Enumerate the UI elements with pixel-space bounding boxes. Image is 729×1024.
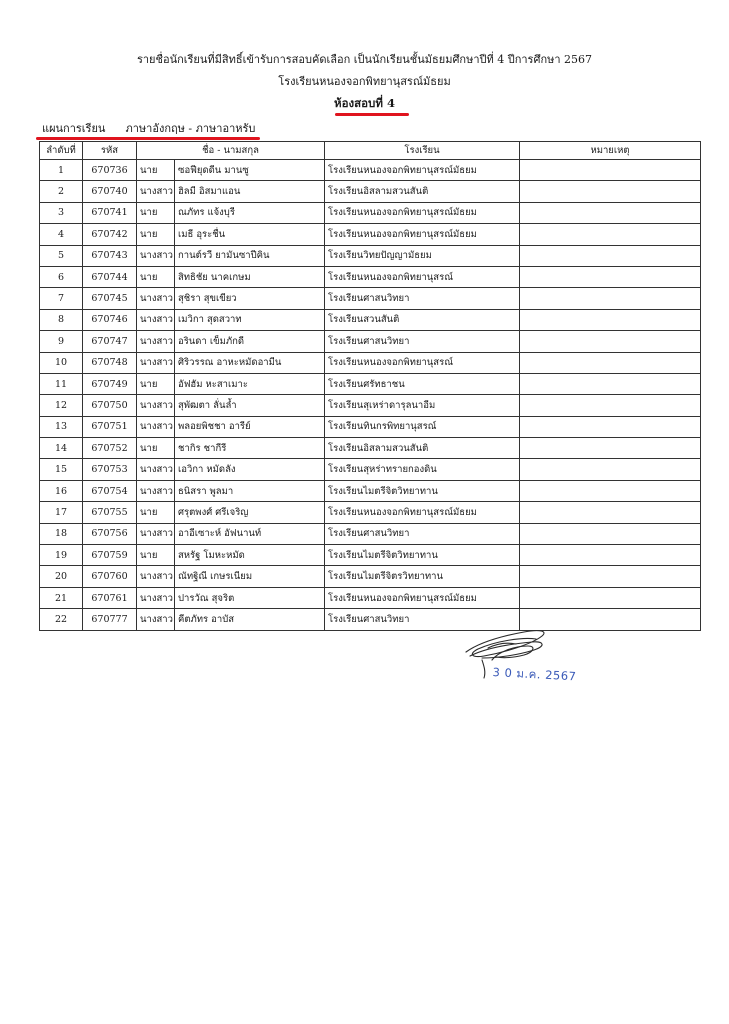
document-title: รายชื่อนักเรียนที่มีสิทธิ์เข้ารับการสอบคัดเลือก เป็นนักเรียนชั้นมัธยมศึกษาปีที่ 4 ปีการศึกษา 2567 (136, 53, 593, 66)
cell-code: 670752 (83, 438, 137, 459)
cell-code: 670746 (83, 309, 137, 330)
cell-school: โรงเรียนศาสนวิทยา (325, 288, 520, 309)
cell-remark (520, 480, 701, 501)
exam-room: ห้องสอบที่ 4 (334, 96, 395, 110)
cell-prefix: นางสาว (137, 609, 175, 630)
table-body (40, 160, 701, 631)
cell-no: 12 (40, 395, 83, 416)
cell-school: โรงเรียนหนองจอกพิทยานุสรณ์มัธยม (325, 587, 520, 608)
cell-name: เอวิกา หมัดลัง (175, 459, 325, 480)
cell-remark (520, 224, 701, 245)
cell-remark (520, 416, 701, 437)
cell-no: 17 (40, 502, 83, 523)
cell-school: โรงเรียนหนองจอกพิทยานุสรณ์มัธยม (325, 224, 520, 245)
cell-no: 11 (40, 373, 83, 394)
cell-name: ซอฟียุดดีน มานซู (175, 160, 325, 181)
cell-name: ศิริวรรณ อาหะหมัดอามีน (175, 352, 325, 373)
cell-school: โรงเรียนศรัทธาชน (325, 373, 520, 394)
cell-school: โรงเรียนอิสลามสวนสันติ (325, 438, 520, 459)
table-row (40, 502, 701, 523)
table-row (40, 224, 701, 245)
cell-school: โรงเรียนหนองจอกพิทยานุสรณ์มัธยม (325, 202, 520, 223)
cell-code: 670756 (83, 523, 137, 544)
table-row (40, 288, 701, 309)
cell-no: 20 (40, 566, 83, 587)
cell-prefix: นางสาว (137, 523, 175, 544)
cell-name: สุพัฒตา ลั่นล้ำ (175, 395, 325, 416)
cell-prefix: นางสาว (137, 245, 175, 266)
table-row (40, 480, 701, 501)
cell-prefix: นางสาว (137, 459, 175, 480)
table-row (40, 331, 701, 352)
cell-prefix: นาย (137, 545, 175, 566)
cell-name: ปารวัณ สุจริต (175, 587, 325, 608)
header-school: โรงเรียน (325, 142, 520, 160)
cell-name: ฮิลมี อิสมาแอน (175, 181, 325, 202)
table-row (40, 181, 701, 202)
cell-name: เมธี อุระชื่น (175, 224, 325, 245)
cell-remark (520, 438, 701, 459)
exam-room-underline (335, 113, 409, 116)
cell-school: โรงเรียนไมตรีจิตวิทยาทาน (325, 545, 520, 566)
table-row (40, 609, 701, 630)
table-row (40, 438, 701, 459)
cell-prefix: นางสาว (137, 288, 175, 309)
study-plan-label: แผนการเรียน (42, 122, 106, 135)
cell-school: โรงเรียนวิทยปัญญามัธยม (325, 245, 520, 266)
cell-remark (520, 502, 701, 523)
cell-no: 6 (40, 266, 83, 287)
study-plan (42, 119, 255, 137)
cell-no: 4 (40, 224, 83, 245)
cell-name: กานต์รวี ยามันซาปีคิน (175, 245, 325, 266)
header-no: ลำดับที่ (40, 142, 83, 160)
cell-no: 13 (40, 416, 83, 437)
cell-school: โรงเรียนหนองจอกพิทยานุสรณ์ (325, 266, 520, 287)
cell-name: สหรัฐ โมหะหมัด (175, 545, 325, 566)
study-plan-value: ภาษาอังกฤษ - ภาษาอาหรับ (125, 122, 256, 135)
cell-code: 670742 (83, 224, 137, 245)
cell-school: โรงเรียนไมตรีจิตวิทยาทาน (325, 480, 520, 501)
cell-school: โรงเรียนหนองจอกพิทยานุสรณ์มัธยม (325, 502, 520, 523)
cell-no: 15 (40, 459, 83, 480)
cell-code: 670745 (83, 288, 137, 309)
cell-prefix: นาย (137, 202, 175, 223)
cell-code: 670743 (83, 245, 137, 266)
table-row (40, 416, 701, 437)
cell-school: โรงเรียนศาสนวิทยา (325, 609, 520, 630)
table-row (40, 309, 701, 330)
cell-no: 21 (40, 587, 83, 608)
cell-no: 2 (40, 181, 83, 202)
cell-code: 670754 (83, 480, 137, 501)
table-row (40, 459, 701, 480)
cell-name: คีตภัทร อาบัส (175, 609, 325, 630)
cell-code: 670761 (83, 587, 137, 608)
cell-prefix: นางสาว (137, 395, 175, 416)
cell-prefix: นาย (137, 224, 175, 245)
cell-remark (520, 459, 701, 480)
cell-school: โรงเรียนไมตรีจิตรวิทยาทาน (325, 566, 520, 587)
cell-name: สุชิรา สุขเขียว (175, 288, 325, 309)
cell-prefix: นาย (137, 160, 175, 181)
cell-code: 670777 (83, 609, 137, 630)
cell-remark (520, 288, 701, 309)
table-row (40, 202, 701, 223)
table-row (40, 352, 701, 373)
cell-name: ชากิร ชากีรี (175, 438, 325, 459)
cell-name: อัฟฮัม หะสาเมาะ (175, 373, 325, 394)
cell-name: อรินดา เข็มภักดี (175, 331, 325, 352)
cell-name: ณัทฐิณี เกษรเนียม (175, 566, 325, 587)
cell-remark (520, 395, 701, 416)
cell-prefix: นาย (137, 266, 175, 287)
cell-remark (520, 352, 701, 373)
cell-code: 670753 (83, 459, 137, 480)
cell-code: 670741 (83, 202, 137, 223)
cell-remark (520, 309, 701, 330)
table-row (40, 545, 701, 566)
table-row (40, 160, 701, 181)
cell-school: โรงเรียนหนองจอกพิทยานุสรณ์มัธยม (325, 160, 520, 181)
cell-no: 19 (40, 545, 83, 566)
cell-no: 8 (40, 309, 83, 330)
cell-prefix: นางสาว (137, 566, 175, 587)
cell-code: 670760 (83, 566, 137, 587)
cell-code: 670744 (83, 266, 137, 287)
cell-no: 18 (40, 523, 83, 544)
cell-prefix: นางสาว (137, 331, 175, 352)
cell-remark (520, 566, 701, 587)
cell-code: 670747 (83, 331, 137, 352)
cell-no: 7 (40, 288, 83, 309)
cell-remark (520, 181, 701, 202)
cell-remark (520, 245, 701, 266)
cell-remark (520, 202, 701, 223)
cell-name: สิทธิชัย นาคเกษม (175, 266, 325, 287)
cell-prefix: นางสาว (137, 181, 175, 202)
signature-date: 3 0 ม.ค. 2567 (492, 664, 577, 684)
cell-prefix: นางสาว (137, 480, 175, 501)
table-row (40, 587, 701, 608)
cell-school: โรงเรียนอิสลามสวนสันติ (325, 181, 520, 202)
cell-remark (520, 373, 701, 394)
cell-school: โรงเรียนทินกรพิทยานุสรณ์ (325, 416, 520, 437)
cell-no: 9 (40, 331, 83, 352)
cell-name: ศรุตพงศ์ ศรีเจริญ (175, 502, 325, 523)
cell-remark (520, 331, 701, 352)
cell-remark (520, 587, 701, 608)
cell-no: 5 (40, 245, 83, 266)
cell-no: 14 (40, 438, 83, 459)
cell-remark (520, 523, 701, 544)
cell-school: โรงเรียนสุเหร่าดารุลนาอีม (325, 395, 520, 416)
cell-school: โรงเรียนสวนสันติ (325, 309, 520, 330)
cell-code: 670740 (83, 181, 137, 202)
table-header-row (40, 142, 701, 160)
header-name: ชื่อ - นามสกุล (137, 142, 325, 160)
cell-name: พลอยพิชชา อารีย์ (175, 416, 325, 437)
cell-no: 22 (40, 609, 83, 630)
cell-name: เมวิกา สุดสวาท (175, 309, 325, 330)
cell-no: 16 (40, 480, 83, 501)
table-row (40, 245, 701, 266)
cell-remark (520, 266, 701, 287)
cell-name: ธนิสรา พูลมา (175, 480, 325, 501)
cell-remark (520, 545, 701, 566)
cell-no: 10 (40, 352, 83, 373)
cell-school: โรงเรียนหนองจอกพิทยานุสรณ์ (325, 352, 520, 373)
cell-code: 670755 (83, 502, 137, 523)
study-plan-underline (36, 137, 260, 140)
cell-prefix: นาย (137, 373, 175, 394)
table-row (40, 266, 701, 287)
cell-school: โรงเรียนศาสนวิทยา (325, 523, 520, 544)
cell-prefix: นางสาว (137, 352, 175, 373)
cell-remark (520, 160, 701, 181)
cell-name: ณภัทร แจ้งบุรี (175, 202, 325, 223)
cell-prefix: นาย (137, 502, 175, 523)
cell-code: 670748 (83, 352, 137, 373)
table-row (40, 523, 701, 544)
cell-no: 1 (40, 160, 83, 181)
cell-code: 670749 (83, 373, 137, 394)
cell-prefix: นางสาว (137, 309, 175, 330)
cell-code: 670751 (83, 416, 137, 437)
cell-no: 3 (40, 202, 83, 223)
header-code: รหัส (83, 142, 137, 160)
cell-name: อาอีเซาะห์ อัฟนานท์ (175, 523, 325, 544)
cell-code: 670736 (83, 160, 137, 181)
cell-school: โรงเรียนสุหร่าทรายกองดิน (325, 459, 520, 480)
cell-code: 670759 (83, 545, 137, 566)
school-name: โรงเรียนหนองจอกพิทยานุสรณ์มัธยม (278, 75, 451, 88)
cell-prefix: นางสาว (137, 416, 175, 437)
table-row (40, 566, 701, 587)
cell-code: 670750 (83, 395, 137, 416)
student-table (39, 141, 701, 631)
cell-prefix: นางสาว (137, 587, 175, 608)
header-remark: หมายเหตุ (520, 142, 701, 160)
table-row (40, 395, 701, 416)
cell-prefix: นาย (137, 438, 175, 459)
table-row (40, 373, 701, 394)
cell-school: โรงเรียนศาสนวิทยา (325, 331, 520, 352)
